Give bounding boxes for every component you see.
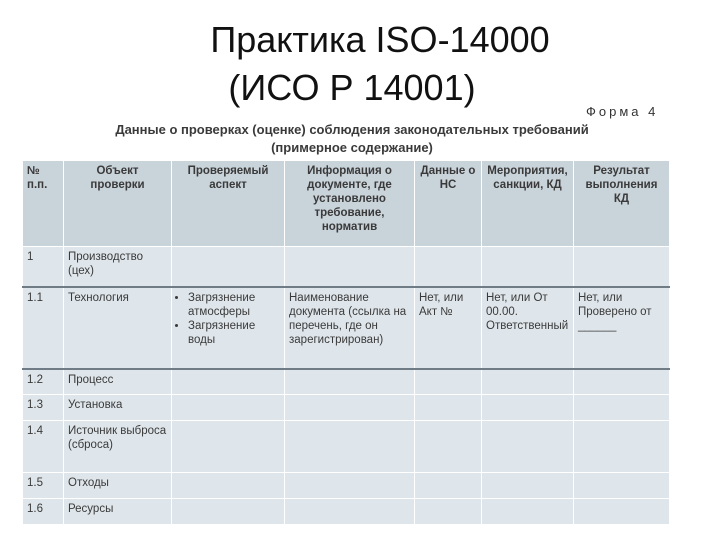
cell-object: Ресурсы xyxy=(64,499,172,525)
header-object: Объект проверки xyxy=(64,161,172,247)
cell-result: Нет, или Проверено от ______ xyxy=(574,287,670,369)
cell-num: 1.1 xyxy=(23,287,64,369)
cell-document-info xyxy=(285,473,415,499)
cell-num: 1.6 xyxy=(23,499,64,525)
cell-aspect xyxy=(172,395,285,421)
cell-measures xyxy=(482,369,574,395)
header-ns-data: Данные о НС xyxy=(415,161,482,247)
table-row xyxy=(23,499,670,525)
table-row xyxy=(23,473,670,499)
header-aspect: Проверяемый аспект xyxy=(172,161,285,247)
slide-title-line-2: (ИСО Р 14001) xyxy=(228,67,476,108)
cell-ns-data xyxy=(415,395,482,421)
table-row xyxy=(23,287,670,369)
cell-aspect xyxy=(172,287,285,369)
cell-num: 1 xyxy=(23,247,64,287)
table-row xyxy=(23,421,670,473)
cell-result xyxy=(574,247,670,287)
table-row xyxy=(23,369,670,395)
table-row xyxy=(23,395,670,421)
cell-result xyxy=(574,473,670,499)
aspect-list xyxy=(176,291,280,347)
cell-aspect xyxy=(172,369,285,395)
table-caption-line-1: Данные о проверках (оценке) соблюдения законодательных требований xyxy=(115,122,589,137)
cell-document-info xyxy=(285,247,415,287)
cell-object: Процесс xyxy=(64,369,172,395)
cell-document-info xyxy=(285,499,415,525)
cell-num: 1.2 xyxy=(23,369,64,395)
cell-document-info: Наименование документа (ссылка на перечень, где он зарегистрирован) xyxy=(285,287,415,369)
cell-aspect xyxy=(172,247,285,287)
cell-document-info xyxy=(285,369,415,395)
cell-ns-data xyxy=(415,473,482,499)
header-result: Результат выполнения КД xyxy=(574,161,670,247)
cell-result xyxy=(574,395,670,421)
header-measures: Мероприятия, санкции, КД xyxy=(482,161,574,247)
form-label: Форма 4 xyxy=(586,104,659,119)
cell-measures xyxy=(482,499,574,525)
table-row xyxy=(23,247,670,287)
cell-aspect xyxy=(172,421,285,473)
cell-num: 1.4 xyxy=(23,421,64,473)
cell-object: Источник выброса (сброса) xyxy=(64,421,172,473)
aspect-item: • Загрязнение атмосферы xyxy=(188,291,280,319)
cell-object: Производство (цех) xyxy=(64,247,172,287)
cell-ns-data xyxy=(415,369,482,395)
cell-document-info xyxy=(285,395,415,421)
header-num: № п.п. xyxy=(23,161,64,247)
slide-title-line-1: Практика ISO-14000 xyxy=(210,19,550,60)
inspection-table xyxy=(22,160,670,525)
cell-object: Установка xyxy=(64,395,172,421)
cell-measures xyxy=(482,421,574,473)
cell-measures xyxy=(482,247,574,287)
aspect-item: • Загрязнение воды xyxy=(188,319,280,347)
cell-measures xyxy=(482,473,574,499)
cell-ns-data: Нет, или Акт № xyxy=(415,287,482,369)
cell-aspect xyxy=(172,473,285,499)
cell-ns-data xyxy=(415,247,482,287)
cell-object: Отходы xyxy=(64,473,172,499)
header-document-info: Информация о документе, где установлено требование, норматив xyxy=(285,161,415,247)
cell-result xyxy=(574,369,670,395)
cell-measures: Нет, или От 00.00. Ответственный xyxy=(482,287,574,369)
table-caption-line-2: (примерное содержание) xyxy=(271,140,433,155)
cell-measures xyxy=(482,395,574,421)
cell-object: Технология xyxy=(64,287,172,369)
cell-aspect xyxy=(172,499,285,525)
cell-ns-data xyxy=(415,421,482,473)
cell-result xyxy=(574,499,670,525)
cell-document-info xyxy=(285,421,415,473)
cell-ns-data xyxy=(415,499,482,525)
cell-num: 1.5 xyxy=(23,473,64,499)
cell-result xyxy=(574,421,670,473)
cell-num: 1.3 xyxy=(23,395,64,421)
